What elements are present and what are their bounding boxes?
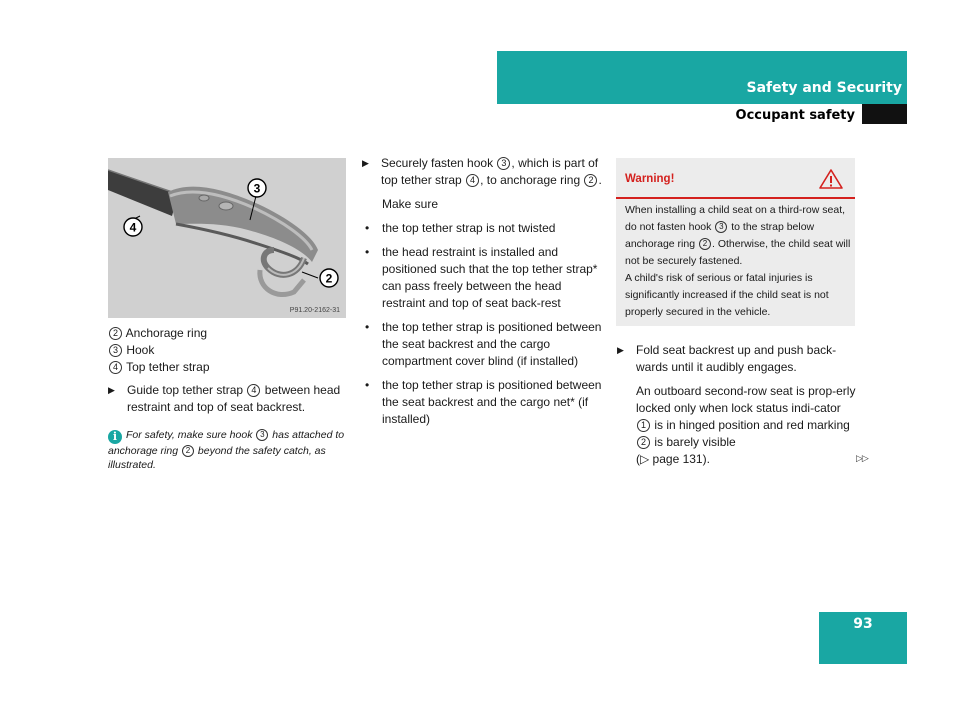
safety-note: i For safety, make sure hook 3 has attached to anchorage ring 2 beyond the safety catch, as illustrated. (108, 429, 345, 471)
section-title: Safety and Security (746, 80, 902, 96)
page-number-box (819, 612, 907, 664)
callout-2: 2 (325, 271, 333, 286)
figure-legend (108, 325, 348, 376)
header-band (497, 51, 907, 104)
lock-status-paragraph: An outboard second-row seat is prop-erly locked only when lock status indi-cator 1 is in hinged position and red marking 2 is barely visible (▷ page 131). (636, 384, 856, 466)
list-item: • the top tether strap is not twisted (362, 220, 607, 237)
instruction-fold-backrest: ▶ Fold seat backrest up and push back-wards until it audibly engages. (617, 343, 837, 374)
section-tab-marker (862, 104, 907, 124)
make-sure-label: Make sure (382, 197, 439, 211)
instruction-fasten-hook: ▶ Securely fasten hook 3 , which is part of top tether strap 4 , to anchorage ring 2 . (362, 156, 602, 187)
legend-item: 2 Anchorage ring (108, 325, 348, 342)
callout-4: 4 (129, 220, 137, 235)
warning-triangle-icon (818, 168, 844, 190)
step-arrow-icon: ▶ (617, 345, 624, 355)
warning-text: When installing a child seat on a third-row seat, do not fasten hook 3 to the strap below anchorage ring 2 . Otherwise, the child seat will not be securely fastened. A child's risk of serious or fatal injuries is significantly increased if the child seat is not properly secured in the vehicle. (625, 204, 851, 318)
info-icon: i (108, 430, 122, 444)
tether-hook-figure (108, 158, 346, 318)
checklist (362, 220, 607, 428)
step-arrow-icon: ▶ (362, 158, 369, 168)
page-number: 93 (853, 616, 873, 632)
warning-box (616, 158, 855, 326)
figure-code: P91.20-2162-31 (289, 307, 340, 314)
legend-item: 4 Top tether strap (108, 359, 348, 376)
tether-hook-illustration (108, 158, 346, 318)
callout-3: 3 (253, 181, 261, 196)
instruction-guide-strap: ▶ Guide top tether strap 4 between head restraint and top of seat backrest. (108, 383, 341, 414)
legend-item: 3 Hook (108, 342, 348, 359)
step-arrow-icon: ▶ (108, 385, 115, 395)
warning-title: Warning! (625, 173, 675, 185)
list-item: • the head restraint is installed and positioned such that the top tether strap* can pass freely between the head restraint and top of seat back-rest (362, 244, 607, 312)
continued-arrow-icon: ▷▷ (856, 453, 868, 463)
column-3 (617, 342, 862, 468)
column-2 (362, 155, 607, 435)
list-item: • the top tether strap is positioned between the seat backrest and the cargo compartment cover blind (if installed) (362, 319, 607, 370)
subsection-title: Occupant safety (735, 108, 855, 123)
warning-divider (616, 197, 855, 199)
page-reference-link[interactable]: (▷ page 131). (636, 452, 710, 466)
list-item: • the top tether strap is positioned between the seat backrest and the cargo net* (if installed) (362, 377, 607, 428)
